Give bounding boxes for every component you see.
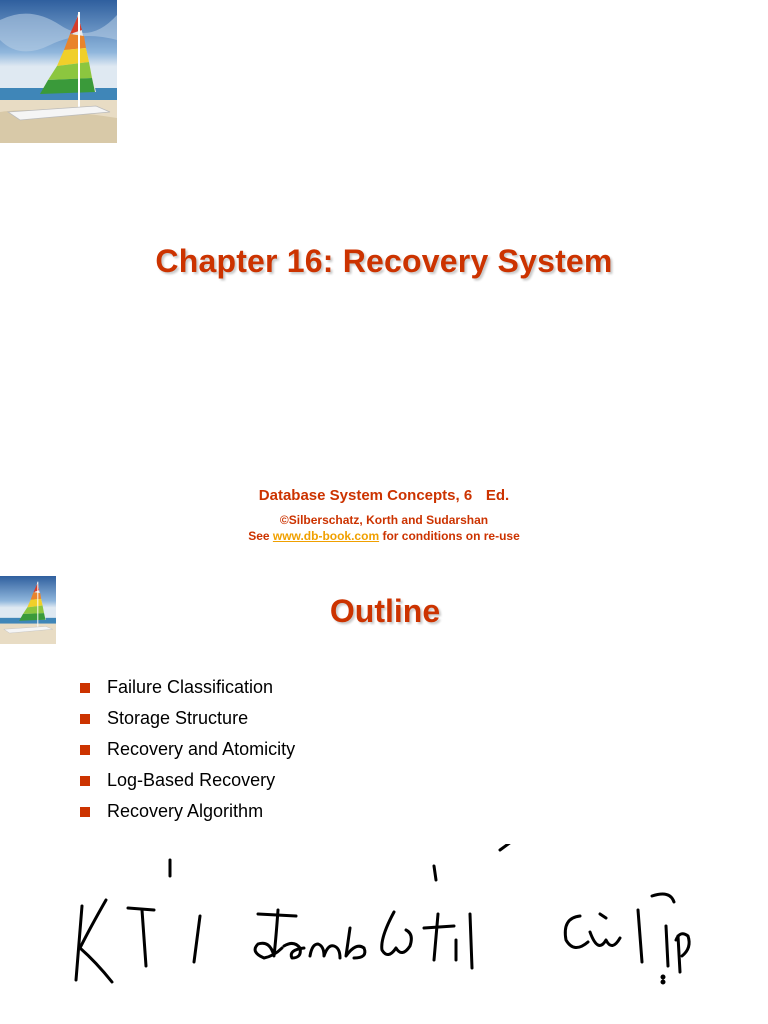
chapter-title: Chapter 16: Recovery System — [155, 243, 613, 279]
sailboat-image — [0, 0, 117, 143]
outline-slide — [0, 568, 768, 1024]
square-bullet-icon — [80, 714, 90, 724]
edition-superscript: th — [473, 486, 482, 496]
list-item: Log-Based Recovery — [80, 765, 295, 796]
handwritten-annotation — [60, 844, 720, 994]
outline-list — [80, 672, 295, 827]
list-item: Recovery and Atomicity — [80, 734, 295, 765]
book-title — [0, 486, 768, 504]
book-suffix: Ed. — [481, 487, 510, 504]
list-item: Recovery Algorithm — [80, 796, 295, 827]
list-item: Storage Structure — [80, 703, 295, 734]
square-bullet-icon — [80, 683, 90, 693]
copyright-line: ©Silberschatz, Korth and Sudarshan — [279, 513, 489, 527]
square-bullet-icon — [80, 776, 90, 786]
db-book-link[interactable]: www.db-book.com — [272, 529, 380, 543]
list-item: Failure Classification — [80, 672, 295, 703]
reuse-suffix: for conditions on re-use — [379, 529, 520, 543]
outline-title: Outline — [329, 593, 441, 629]
square-bullet-icon — [80, 745, 90, 755]
reuse-prefix: See — [248, 529, 273, 543]
square-bullet-icon — [80, 807, 90, 817]
reuse-line — [0, 529, 768, 543]
book-name: Database System Concepts, 6 — [258, 487, 473, 504]
